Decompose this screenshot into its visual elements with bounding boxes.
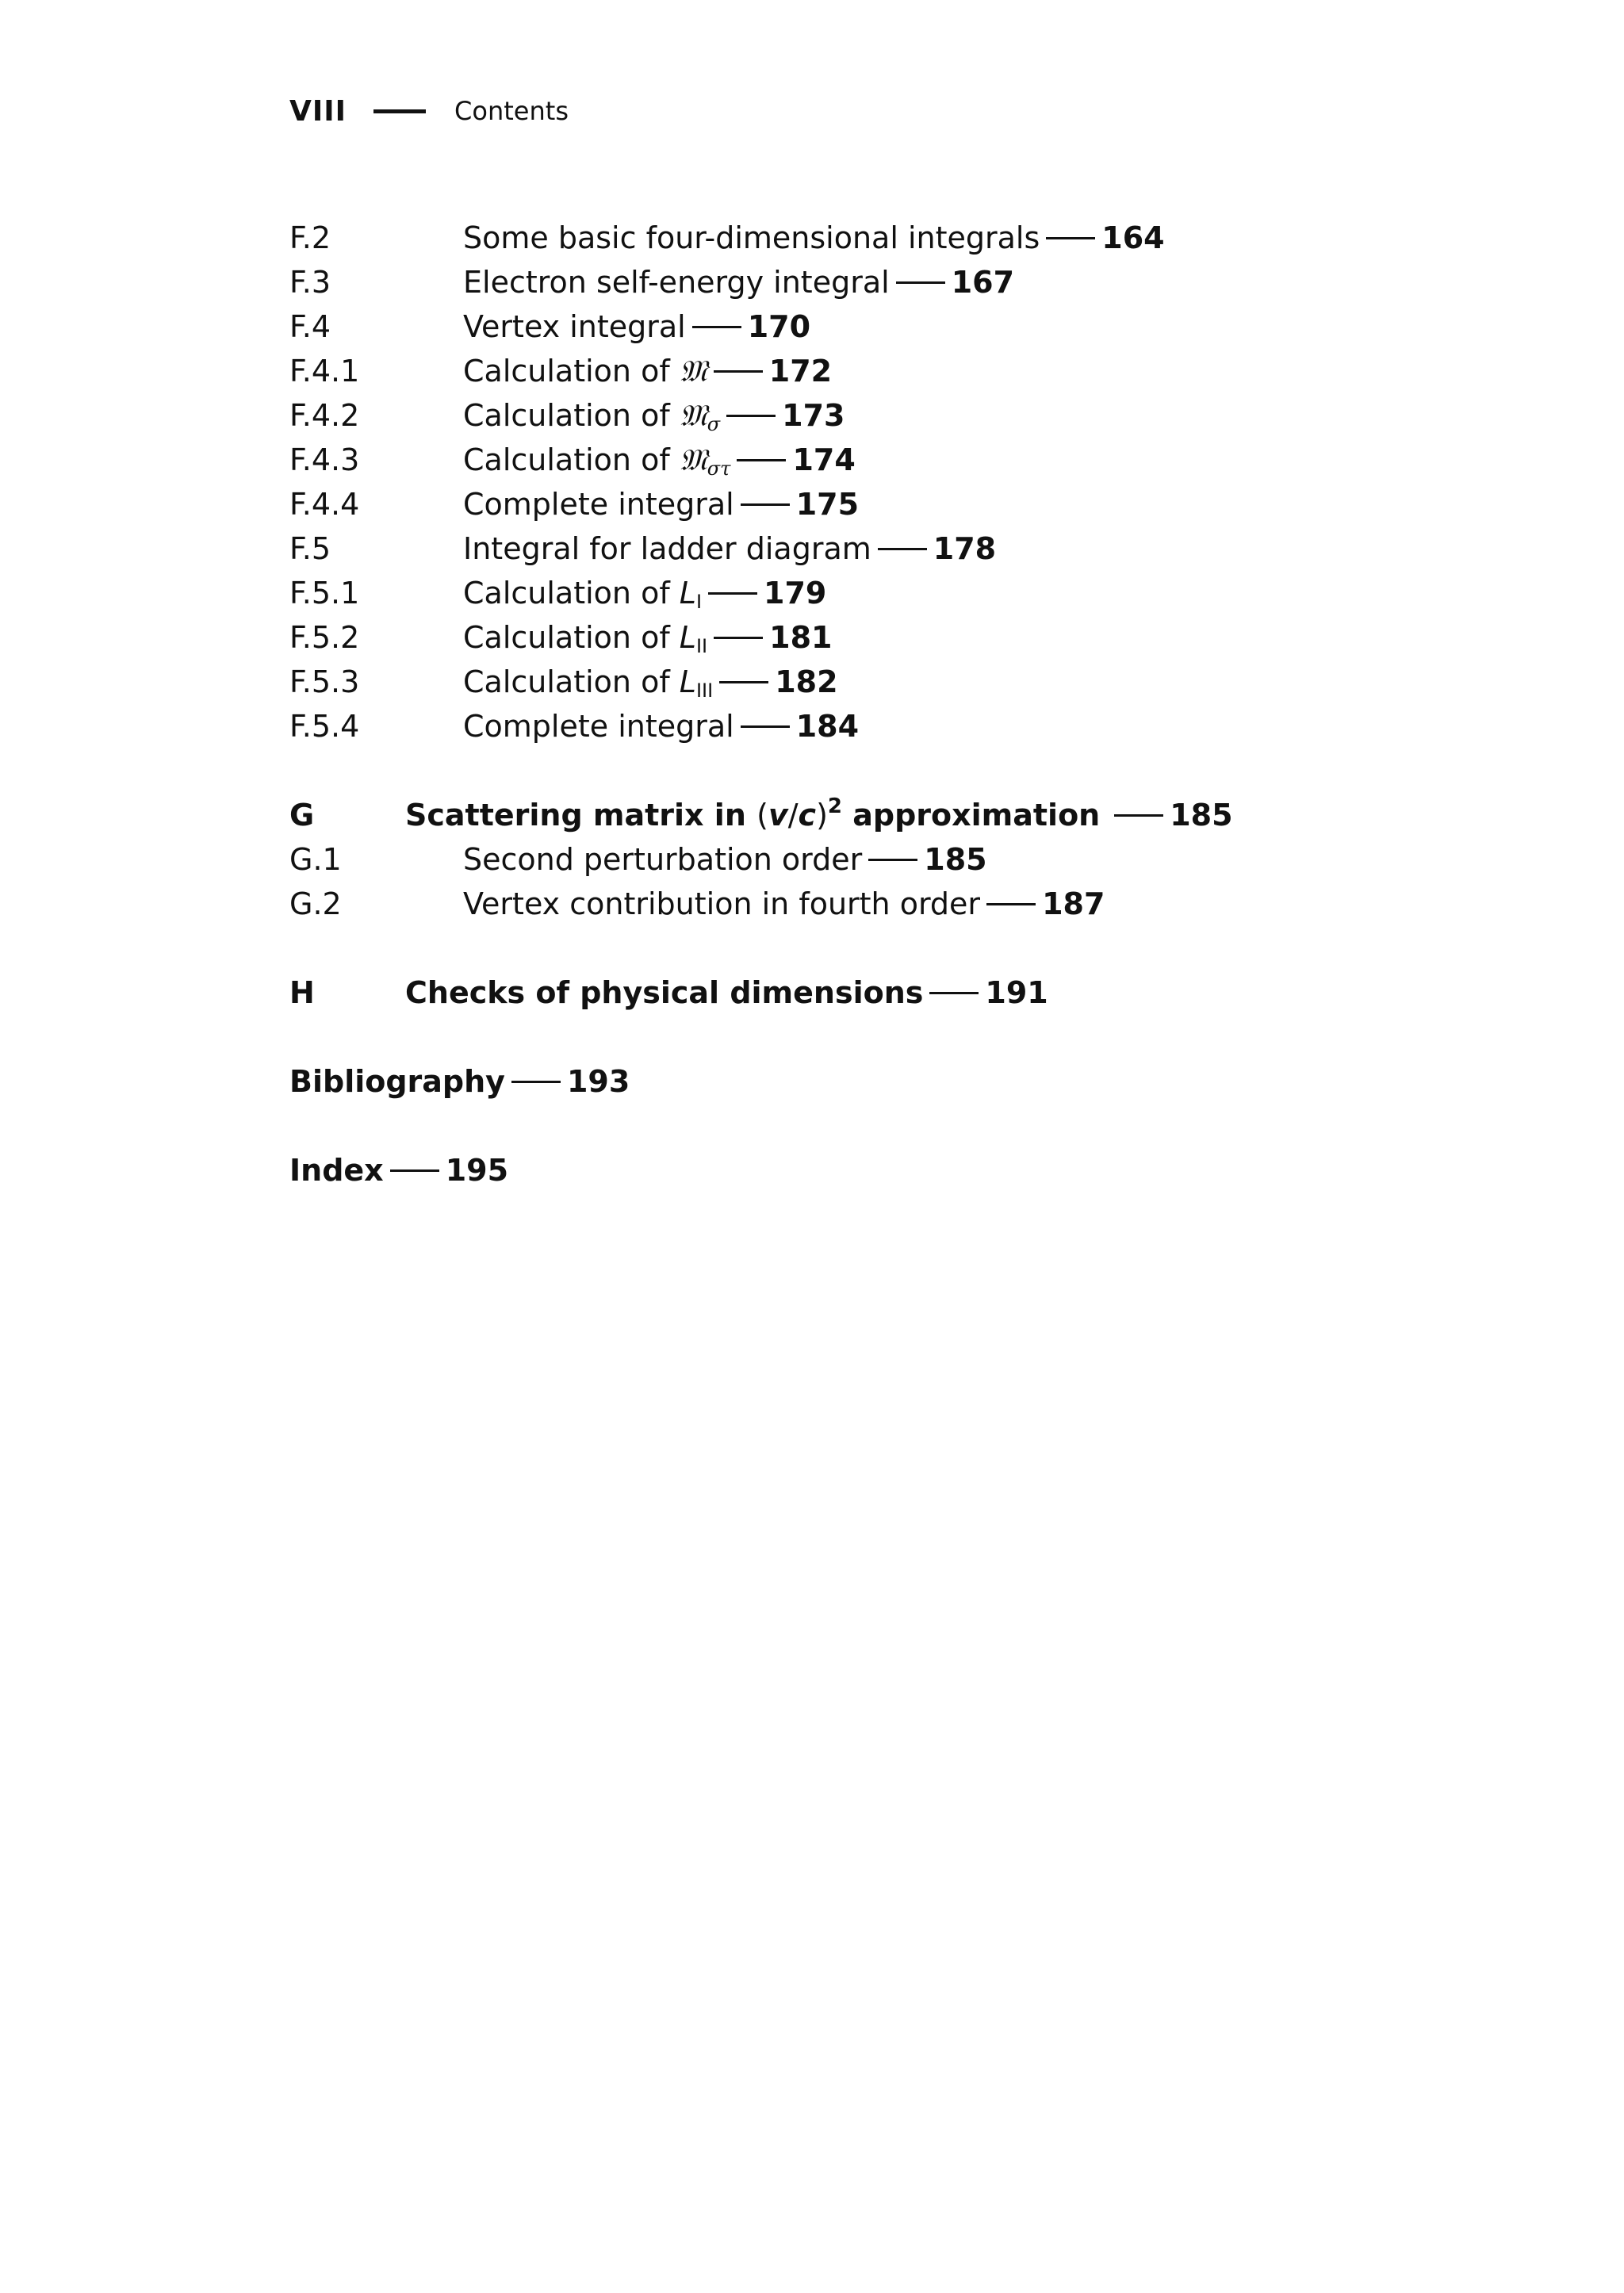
toc-entry[interactable] <box>289 482 1400 526</box>
chapter-number: G <box>289 798 315 833</box>
toc-entry[interactable] <box>289 704 1400 748</box>
toc-entry[interactable] <box>289 660 1400 704</box>
entry-title-wrap <box>463 482 859 526</box>
spacer <box>289 748 1400 793</box>
entry-title-wrap <box>463 660 838 704</box>
entry-title-wrap <box>463 571 826 615</box>
section-title: Vertex contribution in fourth order <box>463 886 981 921</box>
math-subscript: στ <box>707 457 731 480</box>
page-ref: 179 <box>764 576 827 611</box>
running-header <box>289 89 569 133</box>
index-title-wrap <box>289 1148 508 1192</box>
math-subscript: I <box>695 591 703 613</box>
math-symbol: 𝔐 <box>679 354 707 389</box>
spacer <box>289 1015 1400 1059</box>
section-number: F.4.1 <box>289 354 360 389</box>
page-ref: 164 <box>1101 220 1165 255</box>
math-symbol: 𝔐 <box>679 442 707 477</box>
entry-title-wrap <box>463 837 987 882</box>
section-title: Second perturbation order <box>463 842 863 877</box>
section-number: F.5.4 <box>289 709 360 744</box>
math-subscript: II <box>695 635 708 657</box>
section-title: Calculation of <box>463 620 670 655</box>
leader-dash <box>692 326 741 328</box>
section-title: Calculation of <box>463 442 670 477</box>
toc-entry[interactable] <box>289 882 1400 926</box>
chapter-title-wrap <box>405 970 1048 1015</box>
leader-dash <box>878 548 927 550</box>
entry-title-wrap <box>463 882 1105 926</box>
page-ref: 172 <box>768 354 833 389</box>
page-ref: 170 <box>747 309 811 344</box>
section-title: Some basic four-dimensional integrals <box>463 220 1040 255</box>
math-symbol: 𝔐 <box>679 398 707 433</box>
toc-entry[interactable] <box>289 615 1400 660</box>
spacer <box>289 1104 1400 1148</box>
page-number: VIII <box>289 94 347 128</box>
toc-entry[interactable] <box>289 216 1400 260</box>
section-number: F.2 <box>289 220 331 255</box>
formula-open-paren: ( <box>756 798 768 833</box>
chapter-title-wrap <box>405 793 1233 837</box>
spacer <box>289 926 1400 970</box>
leader-dash <box>511 1081 561 1083</box>
page-ref: 185 <box>1170 798 1233 833</box>
bibliography-title: Bibliography <box>289 1064 505 1099</box>
entry-title-wrap <box>463 615 832 660</box>
leader-dash <box>737 459 786 461</box>
chapter-title-before: Scattering matrix in <box>405 798 746 833</box>
toc-entry[interactable] <box>289 438 1400 482</box>
math-symbol: L <box>679 620 696 655</box>
toc-entry[interactable] <box>289 526 1400 571</box>
leader-dash <box>929 992 979 994</box>
table-of-contents <box>289 216 1400 1192</box>
formula-v: v <box>768 798 788 833</box>
math-subscript: σ <box>707 413 721 435</box>
toc-chapter-entry[interactable] <box>289 793 1400 837</box>
toc-entry[interactable] <box>289 837 1400 882</box>
leader-dash <box>714 637 763 639</box>
section-number: F.5 <box>289 531 331 566</box>
math-subscript: III <box>695 679 714 702</box>
page-ref: 167 <box>951 265 1015 300</box>
leader-dash <box>708 592 757 595</box>
entry-title-wrap <box>463 526 996 571</box>
section-title: Calculation of <box>463 576 670 611</box>
toc-entry[interactable] <box>289 304 1400 349</box>
section-number: F.4.3 <box>289 442 360 477</box>
page-ref: 193 <box>566 1064 630 1099</box>
toc-index-entry[interactable] <box>289 1148 1400 1192</box>
formula-close-paren: ) <box>816 798 828 833</box>
leader-dash <box>741 725 790 728</box>
section-number: F.4.4 <box>289 487 360 522</box>
section-title: Calculation of <box>463 664 670 699</box>
entry-title-wrap <box>463 704 859 748</box>
math-symbol: L <box>679 576 696 611</box>
formula-slash: / <box>787 798 799 833</box>
page-ref: 174 <box>792 442 856 477</box>
section-title: Complete integral <box>463 709 734 744</box>
entry-title-wrap <box>463 349 832 393</box>
section-number: G.1 <box>289 842 342 877</box>
section-title: Calculation of <box>463 398 670 433</box>
chapter-title: Checks of physical dimensions <box>405 975 924 1010</box>
leader-dash <box>726 415 776 417</box>
leader-dash <box>868 859 917 861</box>
toc-entry[interactable] <box>289 393 1400 438</box>
section-number: G.2 <box>289 886 342 921</box>
formula-c: c <box>798 798 817 833</box>
toc-entry[interactable] <box>289 571 1400 615</box>
toc-entry[interactable] <box>289 349 1400 393</box>
toc-chapter-entry[interactable] <box>289 970 1400 1015</box>
leader-dash <box>714 370 763 373</box>
index-title: Index <box>289 1153 384 1188</box>
entry-title-wrap <box>463 260 1014 304</box>
bibliography-title-wrap <box>289 1059 630 1104</box>
section-number: F.5.2 <box>289 620 360 655</box>
entry-title-wrap <box>463 438 856 482</box>
section-number: F.4 <box>289 309 331 344</box>
toc-bibliography-entry[interactable] <box>289 1059 1400 1104</box>
header-title: Contents <box>454 96 569 126</box>
page-ref: 173 <box>782 398 845 433</box>
leader-dash <box>719 681 768 683</box>
leader-dash <box>390 1169 439 1172</box>
page-ref: 181 <box>769 620 833 655</box>
section-title: Integral for ladder diagram <box>463 531 871 566</box>
section-number: F.3 <box>289 265 331 300</box>
page-ref: 175 <box>795 487 860 522</box>
math-symbol: L <box>679 664 696 699</box>
section-number: F.4.2 <box>289 398 360 433</box>
entry-title-wrap <box>463 304 810 349</box>
section-title: Electron self-energy integral <box>463 265 890 300</box>
entry-title-wrap <box>463 216 1165 260</box>
chapter-title-after: approximation <box>852 798 1101 833</box>
toc-entry[interactable] <box>289 260 1400 304</box>
header-rule <box>373 109 426 113</box>
page-ref: 187 <box>1042 886 1105 921</box>
page-ref: 191 <box>985 975 1048 1010</box>
section-number: F.5.3 <box>289 664 360 699</box>
section-number: F.5.1 <box>289 576 360 611</box>
section-title: Vertex integral <box>463 309 686 344</box>
section-title: Calculation of <box>463 354 670 389</box>
leader-dash <box>1114 814 1163 817</box>
page-ref: 185 <box>924 842 987 877</box>
entry-title-wrap <box>463 393 845 438</box>
leader-dash <box>986 903 1036 905</box>
page-ref: 184 <box>795 709 860 744</box>
page-ref: 182 <box>775 664 838 699</box>
page-ref: 195 <box>445 1153 509 1188</box>
leader-dash <box>1046 237 1095 239</box>
chapter-number: H <box>289 975 315 1010</box>
leader-dash <box>741 503 790 506</box>
leader-dash <box>896 281 945 284</box>
formula-exponent: 2 <box>827 794 842 818</box>
page-ref: 178 <box>933 531 997 566</box>
section-title: Complete integral <box>463 487 734 522</box>
